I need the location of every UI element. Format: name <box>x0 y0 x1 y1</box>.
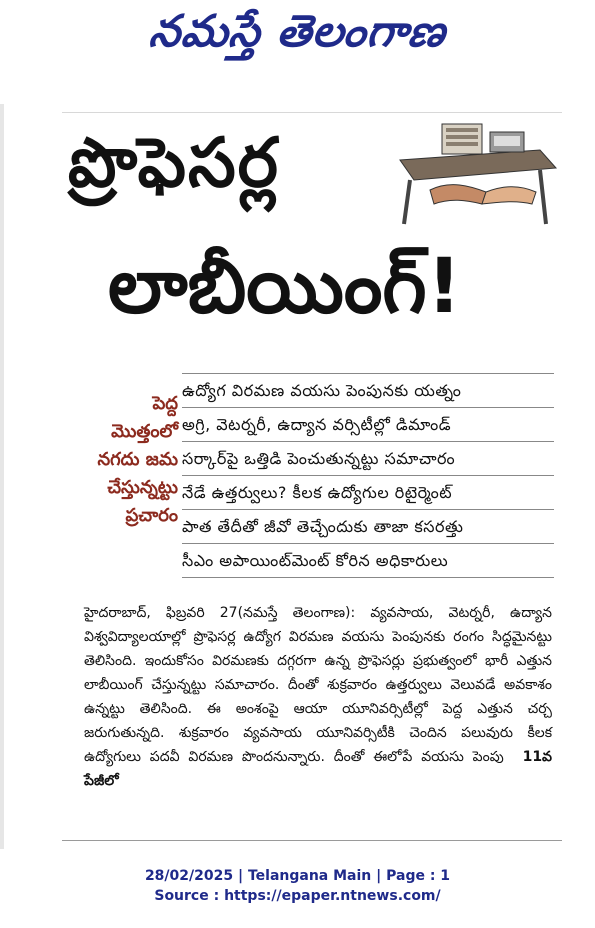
footer-source-link[interactable]: Source : https://epaper.ntnews.com/ <box>154 888 441 904</box>
continued-on-page: 11వ పేజీలో <box>84 749 553 789</box>
newspaper-logo: నమస్తే తెలంగాణ <box>147 6 449 57</box>
side-note-line: పెద్ద <box>152 393 178 414</box>
key-point: సీఎం అపాయింట్‌మెంట్ కోరిన అధికారులు <box>182 544 554 578</box>
side-note-line: నగదు జమ <box>97 449 178 470</box>
footer-date-page: 28/02/2025 | Telangana Main | Page : 1 <box>144 868 451 884</box>
key-point: ఉద్యోగ విరమణ వయసు పెంపునకు యత్నం <box>182 373 554 408</box>
clip-bottom-border <box>62 840 562 841</box>
key-point: అగ్రి, వెటర్నరీ, ఉద్యాన వర్సిటీల్లో డిమాండ్ <box>182 408 554 442</box>
desk-with-files-and-hands-photo <box>390 120 558 228</box>
side-note-line: చేస్తున్నట్టు <box>107 477 178 498</box>
side-note <box>78 390 178 530</box>
article-body-text: హైదరాబాద్, ఫిబ్రవరి 27(నమస్తే తెలంగాణ): వ్యవసాయ, వెటర్నరీ, ఉద్యాన విశ్వవిద్యాలయాల్లో ప్రొఫెసర్ల ఉద్యోగ విరమణ వయసు పెంపునకు రంగం సిద్ధమైనట్టు తెలిసింది. ఇందుకోసం విరమణకు దగ్గరగా ఉన్న ప్రొఫెసర్లు ప్రభుత్వంలో భారీ ఎత్తున లాబీయింగ్ చేస్తున్నట్టు సమాచారం. దీంతో శుక్రవారం ఉత్తర్వులు వెలువడే అవకాశం ఉన్నట్టు తెలిసింది. ఈ అంశంపై ఆయా యూనివర్సిటీల్లో పెద్ద ఎత్తున చర్చ జరుగుతున్నది. శుక్రవారం వ్యవసాయ యూనివర్సిటీకి చెందిన పలువురు కీలక ఉద్యోగులు పదవీ విరమణ పొందనున్నారు. దీంతో ఈలోపే వయసు పెంపు <box>84 605 552 765</box>
key-point: సర్కార్‌పై ఒత్తిడి పెంచుతున్నట్టు సమాచారం <box>182 442 554 476</box>
headline-line-2: లాబీయింగ్! <box>108 241 462 330</box>
headline-line-1: ప్రొఫెసర్ల <box>68 124 281 203</box>
footer <box>0 866 595 906</box>
article-body <box>84 601 552 793</box>
page-edge <box>0 104 4 849</box>
side-note-line: మొత్తంలో <box>111 421 178 442</box>
masthead <box>0 0 595 75</box>
clip-top-border <box>62 112 562 113</box>
key-point: నేడే ఉత్తర్వులు? కీలక ఉద్యోగుల రిటైర్మెంట్ <box>182 476 554 510</box>
key-points-list <box>182 373 554 578</box>
side-note-line: ప్రచారం <box>125 505 178 526</box>
key-point: పాత తేదీతో జీవో తెచ్చేందుకు తాజా కసరత్తు <box>182 510 554 544</box>
